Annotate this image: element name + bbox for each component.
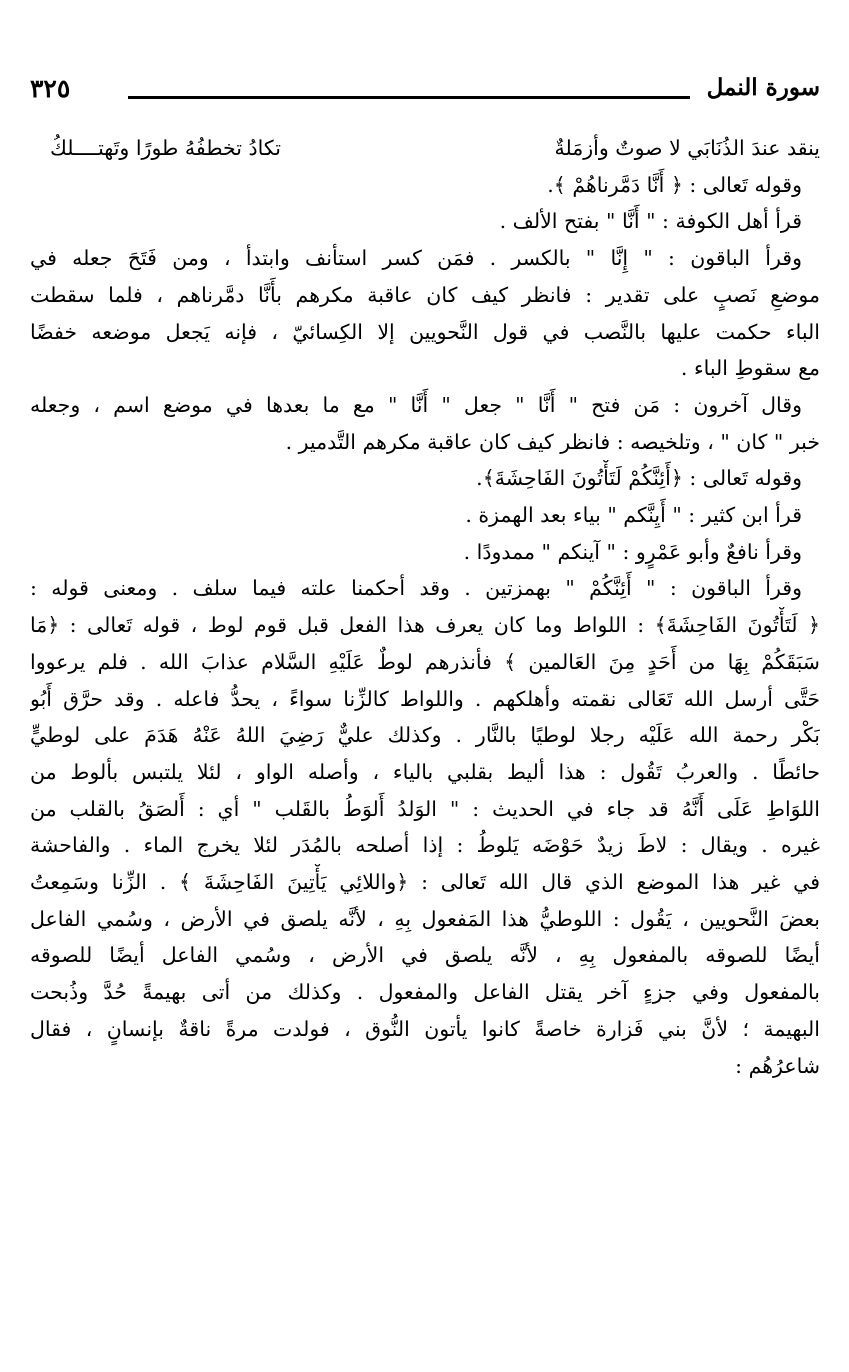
verse-second-hemistich: تكادُ تخطفُهُ طورًا وتَهتــــلكُ (50, 136, 281, 160)
text-line: بعضَ النَّحويين ، يَقُول : اللوطيُّ هذا المَفعول بِهِ ، لأنَّه يلصق في الأرض ، وسُمي الفاعل (30, 906, 820, 931)
text-line: وقرأ الباقون : " إِنَّا " بالكسر . فمَن كسر استأنف وابتدأ ، ومن فَتَحَ جعله في (30, 246, 802, 271)
page-number: ٣٢٥ (30, 74, 71, 103)
text-line: بالمفعول وفي جزءٍ آخر يقتل الفاعل والمفعول . وكذلك من أتى بهيمةً حُدَّ وذُبحت (30, 980, 820, 1005)
text-line: اللوَاطِ عَلَى أَنَّهُ قد جاء في الحديث : " الوَلدُ أَلوَطُ بالقَلب " أي : أَلصَقُ بالقلب من (30, 796, 820, 821)
text-line: أيضًا للصوقه بالمفعول بِهِ ، لأنَّه يلصق في الأرض ، وسُمي الفاعل أيضًا للصوقه (30, 943, 820, 968)
poetry-verse (30, 130, 820, 167)
text-line: موضعِ نَصبٍ على تقدير : فانظر كيف كان عاقبة مكرهم بأَنَّا دمَّرناهم ، فلما سقطت (30, 282, 820, 307)
text-line: وقال آخرون : مَن فتح " أَنَّا " جعل " أَنَّا " مع ما بعدها في موضع اسم ، وجعله (30, 392, 802, 417)
surah-title: سورة النمل (706, 74, 820, 101)
text-line: البهيمة ؛ لأنَّ بني فَزارة خاصةً كانوا يأتون النُّوق ، فولدت مرةً ناقةٌ بإنسانٍ ، فقال (30, 1016, 820, 1041)
header-rule (128, 96, 690, 99)
text-line: وقرأ نافعٌ وأبو عَمْرٍو : " آينكم " ممدودًا . (463, 539, 802, 564)
page-header (30, 74, 820, 114)
text-line: ﴿ لَتَأْتُونَ الفَاحِشَةَ﴾ : اللواط وما كان يعرف هذا الفعل قبل قوم لوط ، قوله تَعالى : ﴿مَا (30, 613, 820, 638)
text-line: خبر " كان " ، وتلخيصه : فانظر كيف كان عاقبة مكرهم التَّدمير . (285, 429, 820, 454)
text-line: شاعرُهُم : (735, 1053, 820, 1078)
text-line: حائطًا . والعربُ تَقُول : هذا أليط بقلبي بالياء ، وأصله الواو ، لئلا يلتبس بألوط من (30, 759, 820, 784)
text-line: حَتَّى أرسل الله تَعَالى نقمته وأهلكهم . واللواط كالزِّنا سواءً ، يحدُّ فاعله . وقد حرَّق أَبُو (30, 686, 820, 711)
text-line: مع سقوطِ الباء . (680, 356, 820, 381)
text-line: سَبَقَكُمْ بِهَا من أَحَدٍ مِنَ العَالمين ﴾ فأنذرهم لوطٌ عَلَيْهِ السَّلام عذابَ الله . فلم يرعووا (30, 649, 820, 674)
text-line: وقوله تَعالى : ﴿أَئِنَّكُمْ لَتَأْتُونَ الفَاحِشَةَ﴾. (476, 466, 802, 491)
text-line: في غير هذا الموضع الذي قال الله تَعالى : ﴿واللائِي يَأْتِينَ الفَاحِشَةَ ﴾ . الزِّنا وسَمِعتُ (30, 870, 820, 895)
verse-first-hemistich: ينقد عندَ الذُنَابَي لا صوتٌ وأزمَلةٌ (554, 136, 820, 160)
text-line: بَكْر رحمة الله عَلَيْه رجلا لوطيًا بالنَّار . وكذلك عليٌّ رَضِيَ اللهُ عَنْهُ هَدَمَ على لوطيٍّ (30, 723, 820, 748)
text-line: قرأ أهل الكوفة : " أَنَّا " بفتح الألف . (499, 209, 802, 234)
text-line: وقوله تَعالى : ﴿ أَنَّا دَمَّرناهُمْ ﴾. (547, 172, 802, 197)
text-line: الباء حكمت عليها بالنَّصب في قول النَّحويين إلا الكِسائيّ ، فإنه يَجعل موضعه خفضًا (30, 319, 820, 344)
text-line: قرأ ابن كثير : " أَيِنَّكم " بياء بعد الهمزة . (465, 503, 802, 528)
page-body (30, 130, 820, 1084)
text-line: وقرأ الباقون : " أَئِنَّكُمْ " بهمزتين . وقد أحكمنا علته فيما سلف . ومعنى قوله : (30, 576, 802, 601)
text-line: غيره . ويقال : لاطَ زيدٌ حَوْضَه يَلوطُ : إذا أصلحه بالمُدَر لئلا يخرج الماء . والفاحشة (30, 833, 820, 858)
